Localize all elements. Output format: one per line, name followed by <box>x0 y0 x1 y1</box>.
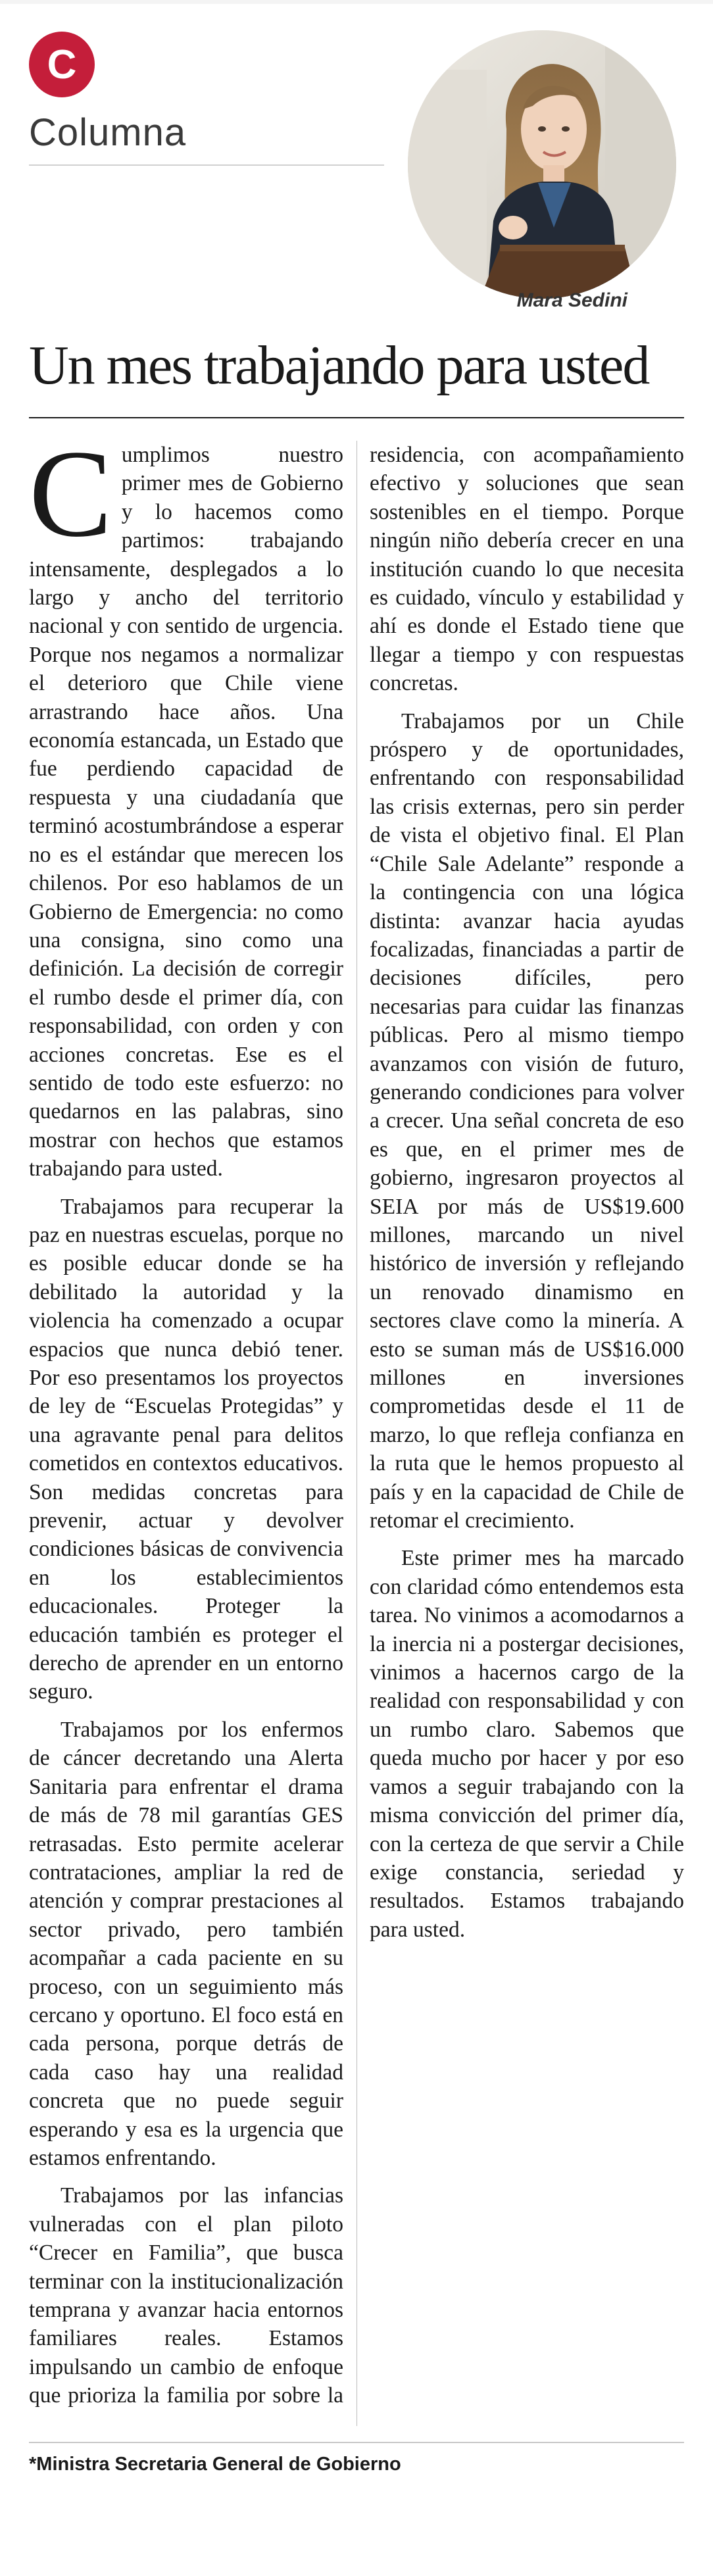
author-byline: Mara Sedini <box>516 289 627 311</box>
drop-cap: C <box>29 425 112 563</box>
article-paragraph: Trabajamos por las infancias vulneradas con el plan piloto “Crecer en Familia”, que busca terminar con la institucionalización temprana y avanzar hacia entornos familiares reales. Estamos impulsando un cambio de enfoque que prioriza la familia por sobre la residencia, con acompañamiento efectivo y soluciones que sean sostenibles en el tiempo. Porque ningún niño debería crecer en una institución cuando lo que necesita es cuidado, vínculo y estabilidad y ahí es donde el Estado tiene que llegar a tiempo y con respuestas concretas. <box>29 443 684 2408</box>
title-divider <box>29 417 684 418</box>
article-paragraph: Trabajamos para recuperar la paz en nuestras escuelas, porque no es posible educar donde se ha debilitado la autoridad y la violencia ha comenzado a ocupar espacios que nunca debió tener. Por eso presentamos los proyectos de ley de “Escuelas Protegidas” y una agravante penal para delitos cometidos en contextos educativos. Son medidas concretas para prevenir, actuar y devolver condiciones básicas de convivencia en los establecimientos educacionales. Proteger la educación también es proteger el derecho de aprender en un entorno seguro. <box>29 1194 343 1704</box>
top-edge <box>0 0 713 4</box>
article-body <box>29 425 684 2426</box>
article-paragraph: Trabajamos por los enfermos de cáncer decretando una Alerta Sanitaria para enfrentar el drama de más de 78 mil garantías GES retrasadas. Esto permite acelerar contrataciones, ampliar la red de atención y comprar prestaciones al sector privado, pero también acompañar a cada paciente en su proceso, con un seguimiento más cercano y oportuno. El foco está en cada persona, porque detrás de cada caso hay una realidad concreta que no puede seguir esperando y esa es la urgencia que estamos enfrentando. <box>29 1717 343 2170</box>
article-paragraph: Cumplimos nuestro primer mes de Gobierno y lo hacemos como partimos: trabajando intensamente, desplegados a lo largo y ancho del territorio nacional y con sentido de urgencia. Porque nos negamos a normalizar el deterioro que Chile viene arrastrando hace años. Una economía estancada, un Estado que fue perdiendo capacidad de respuesta y una ciudadanía que terminó acostumbrándose a esperar no es el estándar que merecen los chilenos. Por eso hablamos de un Gobierno de Emergencia: no como una consigna, sino como una definición. La decisión de corregir el rumbo desde el primer día, con responsabilidad, con orden y con acciones concretas. Ese es el sentido de todo este esfuerzo: no quedarnos en las palabras, sino mostrar con hechos que estamos trabajando para usted. <box>29 425 343 1181</box>
author-portrait-illustration <box>408 30 676 299</box>
author-photo <box>408 30 676 299</box>
column-badge: C <box>29 32 95 97</box>
article-paragraph: Trabajamos por un Chile próspero y de oportunidades, enfrentando con responsabilidad las crisis externas, pero sin perder de vista el objetivo final. El Plan “Chile Sale Adelante” responde a la contingencia con una lógica distinta: avanzar hacia ayudas focalizadas, financiadas a partir de decisiones difíciles, pero necesarias para cuidar las finanzas públicas. Pero al mismo tiempo avanzamos con visión de futuro, generando condiciones para volver a crecer. Una señal concreta de eso es que, en el primer mes de gobierno, ingresaron proyectos al SEIA por más de US$19.600 millones, marcando un nivel histórico de inversión y reflejando un renovado dinamismo en sectores clave como la minería. A esto se suman más de US$16.000 millones en inversiones comprometidas desde el 11 de marzo, lo que refleja confianza en la ruta que le hemos propuesto al país y en la capacidad de Chile de retomar el crecimiento. <box>370 708 684 1533</box>
footer-divider <box>29 2442 684 2443</box>
author-signature: *Ministra Secretaria General de Gobierno <box>29 2454 401 2475</box>
section-label: Columna <box>29 111 187 154</box>
header-divider <box>29 164 384 166</box>
article-paragraph: Este primer mes ha marcado con claridad cómo entendemos esta tarea. No vinimos a acomodarnos a la inercia ni a postergar decisiones, vinimos a hacernos cargo de la realidad con responsabilidad y con un rumbo claro. Sabemos que queda mucho por hacer y por eso vamos a seguir trabajando con la misma convicción del primer día, con la certeza de que servir a Chile exige constancia, seriedad y resultados. Estamos trabajando para usted. <box>370 1546 684 1942</box>
article-title: Un mes trabajando para usted <box>29 335 649 396</box>
